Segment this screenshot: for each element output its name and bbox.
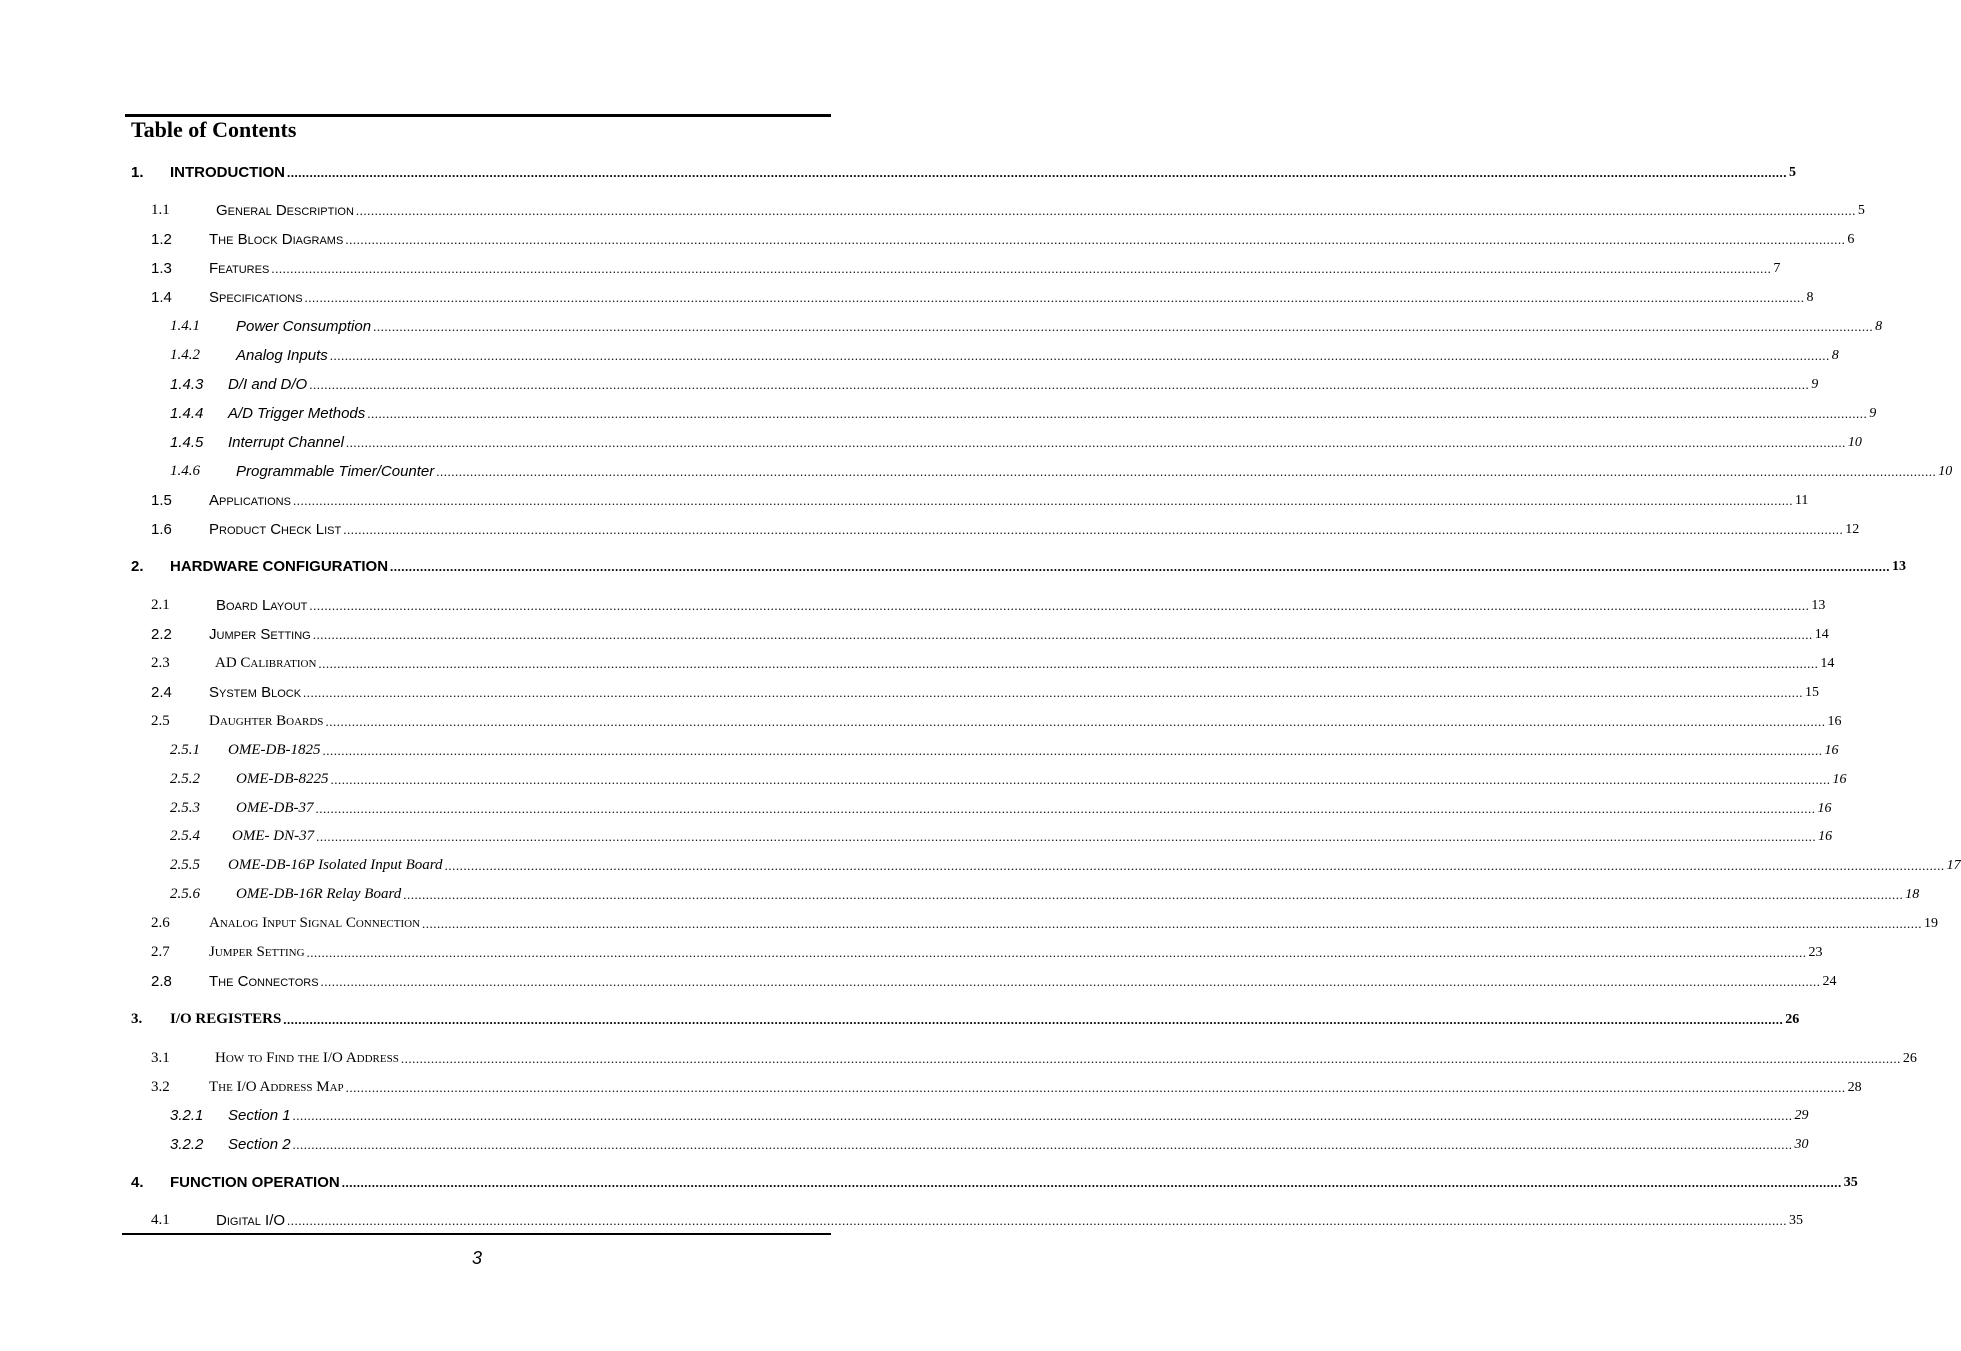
toc-entry[interactable]	[0, 968, 1837, 992]
toc-entry-title: How to Find the I/O Address	[215, 1050, 399, 1066]
toc-entry[interactable]	[0, 553, 1907, 577]
toc-entry-number: 1.4.5	[170, 434, 204, 451]
toc-entry-page: 12	[1845, 522, 1860, 537]
dot-leader: ................................................................................................................................................................................................................................................................................................................................................................................................................	[316, 829, 1817, 844]
dot-leader: ................................................................................................................................................................................................................................................................................................................................................................................................................	[292, 493, 1793, 508]
toc-entry-page: 8	[1831, 348, 1839, 363]
toc-entry-number: 2.5.6	[170, 886, 200, 902]
toc-entry-number: 3.	[131, 1011, 143, 1027]
toc-entry-number: 2.5.3	[170, 800, 200, 816]
toc-entry-number: 2.5.4	[170, 828, 200, 844]
toc-entry[interactable]	[0, 621, 1829, 645]
toc-entry-number: 1.1	[151, 202, 170, 218]
toc-entry-page: 16	[1832, 772, 1847, 787]
toc-entry-page: 19	[1924, 916, 1939, 931]
toc-entry[interactable]	[0, 1102, 1809, 1126]
toc-entry[interactable]	[0, 737, 1839, 761]
toc-entry-title: System Block	[209, 684, 302, 701]
toc-entry-number: 2.7	[151, 944, 170, 960]
dot-leader: ................................................................................................................................................................................................................................................................................................................................................................................................................	[325, 714, 1826, 729]
toc-entry-number: 2.6	[151, 915, 170, 931]
toc-entry-title: OME-DB-37	[236, 800, 314, 816]
toc-entry-title: INTRODUCTION	[170, 164, 285, 181]
toc-entry-page: 24	[1822, 974, 1837, 989]
dot-leader: ................................................................................................................................................................................................................................................................................................................................................................................................................	[355, 203, 1856, 218]
toc-entry-title: Applications	[209, 492, 291, 509]
toc-entry-number: 2.5.1	[170, 742, 200, 758]
toc-entry-title: I/O REGISTERS	[170, 1011, 282, 1027]
toc-entry-page: 26	[1785, 1012, 1800, 1027]
toc-entry[interactable]	[0, 226, 1855, 250]
dot-leader: ................................................................................................................................................................................................................................................................................................................................................................................................................	[303, 685, 1804, 700]
toc-entry-number: 1.4.2	[170, 347, 200, 363]
toc-entry-title: D/I and D/O	[228, 376, 308, 393]
dot-leader: ................................................................................................................................................................................................................................................................................................................................................................................................................	[309, 377, 1810, 392]
dot-leader: ................................................................................................................................................................................................................................................................................................................................................................................................................	[345, 1080, 1846, 1095]
toc-entry-page: 28	[1847, 1080, 1862, 1095]
toc-entry-page: 5	[1789, 165, 1796, 180]
dot-leader: ................................................................................................................................................................................................................................................................................................................................................................................................................	[345, 435, 1846, 450]
toc-entry-page: 11	[1794, 493, 1809, 508]
toc-entry-title: Board Layout	[216, 597, 308, 614]
toc-entry-page: 10	[1847, 435, 1862, 450]
dot-leader: ................................................................................................................................................................................................................................................................................................................................................................................................................	[322, 743, 1823, 758]
dot-leader: ................................................................................................................................................................................................................................................................................................................................................................................................................	[309, 598, 1810, 613]
dot-leader: ................................................................................................................................................................................................................................................................................................................................................................................................................	[287, 165, 1787, 180]
toc-entry-number: 3.1	[151, 1050, 170, 1066]
toc-entry-page: 18	[1905, 887, 1920, 902]
toc-entry-number: 1.2	[151, 231, 172, 248]
toc-entry-page: 13	[1811, 598, 1826, 613]
toc-entry-title: Jumper Setting	[209, 944, 305, 960]
toc-entry-number: 2.3	[151, 655, 170, 671]
toc-entry[interactable]	[0, 592, 1826, 616]
toc-entry-number: 3.2.1	[170, 1107, 204, 1124]
toc-entry-page: 14	[1814, 627, 1829, 642]
toc-entry-number: 2.	[131, 558, 144, 575]
toc-entry-page: 13	[1892, 559, 1907, 574]
dot-leader: ................................................................................................................................................................................................................................................................................................................................................................................................................	[400, 1051, 1901, 1066]
toc-entry-page: 15	[1805, 685, 1820, 700]
toc-entry-title: OME- DN-37	[232, 828, 315, 844]
toc-entry-page: 29	[1794, 1108, 1809, 1123]
toc-entry-page: 5	[1857, 203, 1865, 218]
dot-leader: ................................................................................................................................................................................................................................................................................................................................................................................................................	[292, 1137, 1793, 1152]
toc-entry-title: Digital I/O	[216, 1212, 286, 1229]
toc-entry[interactable]	[0, 679, 1820, 703]
toc-entry-page: 16	[1817, 801, 1832, 816]
page-number: 3	[471, 1248, 482, 1268]
dot-leader: ................................................................................................................................................................................................................................................................................................................................................................................................................	[329, 348, 1830, 363]
toc-entry-page: 35	[1789, 1213, 1804, 1228]
dot-leader: ................................................................................................................................................................................................................................................................................................................................................................................................................	[271, 261, 1772, 276]
toc-entry-page: 8	[1875, 319, 1883, 334]
dot-leader: ................................................................................................................................................................................................................................................................................................................................................................................................................	[436, 464, 1937, 479]
dot-leader: ................................................................................................................................................................................................................................................................................................................................................................................................................	[304, 290, 1805, 305]
toc-entry-page: 30	[1794, 1137, 1809, 1152]
toc-entry[interactable]	[0, 1207, 1804, 1231]
toc-entry[interactable]	[0, 1169, 1858, 1193]
toc-entry-title: OME-DB-16P Isolated Input Board	[228, 857, 443, 873]
toc-entry-page: 16	[1818, 829, 1833, 844]
toc-entry-title: Programmable Timer/Counter	[236, 463, 435, 480]
toc-entry[interactable]	[0, 284, 1814, 308]
toc-entry-page: 16	[1824, 743, 1839, 758]
toc-entry-title: OME-DB-1825	[228, 742, 321, 758]
toc-entry-number: 1.4.3	[170, 376, 204, 393]
toc-entry-number: 2.4	[151, 684, 172, 701]
toc-entry[interactable]	[0, 939, 1823, 963]
toc-entry-number: 2.1	[151, 597, 170, 613]
toc-entry[interactable]	[0, 1006, 1800, 1030]
toc-entry-number: 1.4	[151, 289, 172, 306]
toc-entry[interactable]	[0, 852, 1961, 876]
toc-entry-page: 10	[1938, 464, 1953, 479]
dot-leader: ................................................................................................................................................................................................................................................................................................................................................................................................................	[403, 887, 1904, 902]
toc-entry-title: OME-DB-8225	[236, 771, 329, 787]
toc-entry-page: 9	[1811, 377, 1819, 392]
toc-entry-title: The Block Diagrams	[209, 231, 344, 248]
toc-entry-title: Section 1	[228, 1107, 291, 1124]
dot-leader: ................................................................................................................................................................................................................................................................................................................................................................................................................	[283, 1012, 1784, 1027]
toc-entry-number: 4.	[131, 1174, 144, 1191]
toc-entry-title: Interrupt Channel	[228, 434, 344, 451]
toc-entry-number: 2.5.2	[170, 771, 200, 787]
dot-leader: ................................................................................................................................................................................................................................................................................................................................................................................................................	[312, 627, 1813, 642]
toc-entry-number: 1.4.6	[170, 463, 200, 479]
toc-entry[interactable]	[0, 487, 1809, 511]
toc-entry[interactable]	[0, 400, 1877, 424]
dot-leader: ................................................................................................................................................................................................................................................................................................................................................................................................................	[320, 974, 1821, 989]
dot-leader: ................................................................................................................................................................................................................................................................................................................................................................................................................	[306, 945, 1807, 960]
toc-entry-page: 17	[1946, 858, 1961, 873]
toc-entry-title: Daughter Boards	[209, 713, 324, 729]
toc-entry[interactable]	[0, 159, 1796, 183]
toc-entry[interactable]	[0, 1131, 1809, 1155]
toc-entry[interactable]	[0, 371, 1819, 395]
toc-entry-number: 1.6	[151, 521, 172, 538]
toc-entry[interactable]	[0, 1045, 1917, 1069]
toc-entry-number: 1.3	[151, 260, 172, 277]
toc-entry-title: Analog Input Signal Connection	[209, 915, 421, 931]
toc-entry-title: Features	[209, 260, 270, 277]
toc-entry-title: HARDWARE CONFIGURATION	[170, 558, 389, 575]
toc-entry-number: 3.2.2	[170, 1136, 204, 1153]
toc-entry-page: 6	[1847, 232, 1855, 247]
bottom-rule	[122, 1233, 831, 1235]
toc-entry[interactable]	[0, 313, 1883, 337]
toc-entry-page: 35	[1843, 1175, 1858, 1190]
toc-entry-number: 2.5.5	[170, 857, 200, 873]
toc-entry[interactable]	[0, 823, 1833, 847]
toc-entry-page: 23	[1808, 945, 1823, 960]
toc-entry-title: A/D Trigger Methods	[228, 405, 366, 422]
toc-entry-title: Analog Inputs	[236, 347, 328, 364]
toc-entry-page: 8	[1806, 290, 1814, 305]
toc-entry[interactable]	[0, 650, 1835, 674]
dot-leader: ................................................................................................................................................................................................................................................................................................................................................................................................................	[341, 1175, 1842, 1190]
toc-entry-number: 1.5	[151, 492, 172, 509]
toc-entry-title: FUNCTION OPERATION	[170, 1174, 340, 1191]
toc-entry[interactable]	[0, 910, 1939, 934]
toc-entry-title: Jumper Setting	[209, 626, 311, 643]
toc-entry-number: 2.8	[151, 973, 172, 990]
toc-entry-title: The I/O Address Map	[209, 1079, 344, 1095]
toc-entry-page: 26	[1902, 1051, 1917, 1066]
toc-entry-number: 1.	[131, 164, 144, 181]
toc-entry-number: 1.4.4	[170, 405, 204, 422]
dot-leader: ................................................................................................................................................................................................................................................................................................................................................................................................................	[345, 232, 1846, 247]
toc-entry[interactable]	[0, 766, 1847, 790]
dot-leader: ................................................................................................................................................................................................................................................................................................................................................................................................................	[330, 772, 1831, 787]
dot-leader: ................................................................................................................................................................................................................................................................................................................................................................................................................	[287, 1213, 1788, 1228]
toc-entry[interactable]	[0, 795, 1832, 819]
toc-entry[interactable]	[0, 516, 1860, 540]
toc-entry[interactable]	[0, 255, 1781, 279]
toc-entry[interactable]	[0, 881, 1920, 905]
dot-leader: ................................................................................................................................................................................................................................................................................................................................................................................................................	[422, 916, 1923, 931]
toc-entry-number: 4.1	[151, 1212, 170, 1228]
page-title: Table of Contents	[131, 117, 297, 142]
dot-leader: ................................................................................................................................................................................................................................................................................................................................................................................................................	[292, 1108, 1793, 1123]
toc-entry-title: Product Check List	[209, 521, 342, 538]
toc-entry[interactable]	[0, 708, 1842, 732]
dot-leader: ................................................................................................................................................................................................................................................................................................................................................................................................................	[373, 319, 1874, 334]
toc-entry-title: General Description	[216, 202, 354, 219]
toc-entry-page: 7	[1773, 261, 1781, 276]
toc-entry-title: AD Calibration	[215, 655, 317, 671]
dot-leader: ................................................................................................................................................................................................................................................................................................................................................................................................................	[343, 522, 1844, 537]
toc-entry-title: Section 2	[228, 1136, 291, 1153]
toc-entry-number: 2.2	[151, 626, 172, 643]
dot-leader: ................................................................................................................................................................................................................................................................................................................................................................................................................	[367, 406, 1868, 421]
toc-entry[interactable]	[0, 1074, 1862, 1098]
toc-entry-page: 14	[1820, 656, 1835, 671]
toc-entry-number: 1.4.1	[170, 318, 200, 334]
toc-entry-page: 16	[1827, 714, 1842, 729]
dot-leader: ................................................................................................................................................................................................................................................................................................................................................................................................................	[315, 801, 1816, 816]
dot-leader: ................................................................................................................................................................................................................................................................................................................................................................................................................	[318, 656, 1819, 671]
toc-entry[interactable]	[0, 429, 1862, 453]
toc-entry[interactable]	[0, 197, 1865, 221]
toc-entry-title: OME-DB-16R Relay Board	[236, 886, 402, 902]
toc-entry[interactable]	[0, 458, 1953, 482]
toc-entry-title: Power Consumption	[236, 318, 372, 335]
toc-entry-title: The Connectors	[209, 973, 319, 990]
toc-entry-number: 2.5	[151, 713, 170, 729]
toc-entry-title: Specifications	[209, 289, 303, 306]
dot-leader: ................................................................................................................................................................................................................................................................................................................................................................................................................	[444, 858, 1945, 873]
toc-entry-number: 3.2	[151, 1079, 170, 1095]
toc-entry-page: 9	[1869, 406, 1877, 421]
toc-entry[interactable]	[0, 342, 1839, 366]
dot-leader: ................................................................................................................................................................................................................................................................................................................................................................................................................	[390, 559, 1891, 574]
